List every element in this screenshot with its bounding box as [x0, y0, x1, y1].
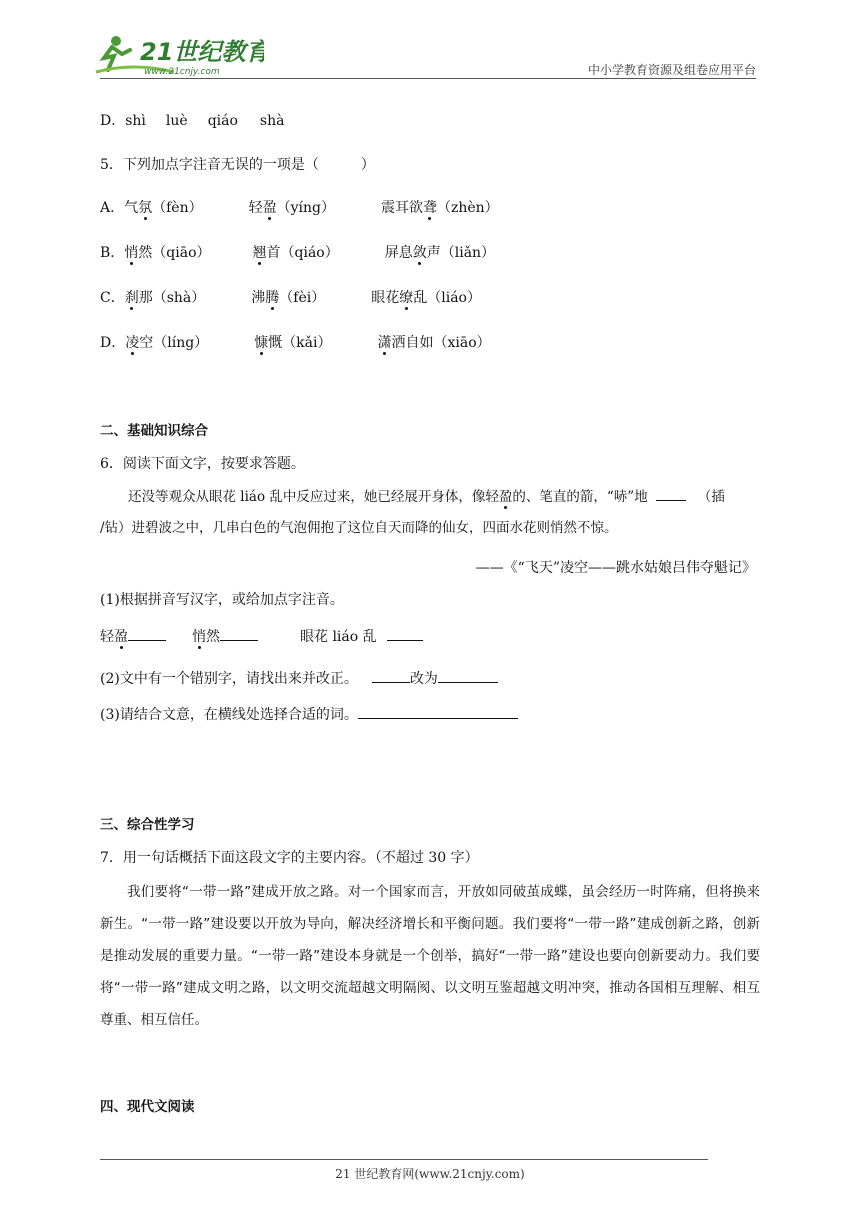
- q5-option-a: A．气氛（fèn） 轻盈（yíng） 震耳欲聋（zhèn）: [100, 200, 499, 216]
- q7-stem: 7．用一句话概括下面这段文字的主要内容。（不超过 30 字）: [100, 850, 479, 866]
- q6-sub1-blank-2[interactable]: [220, 626, 258, 641]
- q6-sub1: (1)根据拼音写汉字，或给加点字注音。: [100, 592, 344, 608]
- q6-sub3: (3)请结合文意，在横线处选择合适的词。: [100, 704, 518, 725]
- q6-sub1-items: 轻盈 悄然 眼花 liáo 乱: [100, 626, 423, 647]
- q6-answer-blank[interactable]: [656, 486, 686, 501]
- q6-sub3-blank[interactable]: [358, 704, 518, 719]
- header-platform-name: 中小学教育资源及组卷应用平台: [587, 63, 756, 77]
- q6-sub1-blank-3[interactable]: [387, 626, 423, 641]
- q6-sub2: (2)文中有一个错别字，请找出来并改正。 改为: [100, 668, 498, 689]
- logo-runner-icon: [94, 32, 264, 78]
- q6-passage-line-1: 还没等观众从眼花 liáo 乱中反应过来，她已经展开身体，像轻盈的、笔直的箭，“哧”地 （插: [128, 486, 725, 507]
- q5-stem: 5．下列加点字注音无误的一项是（ ）: [100, 157, 375, 173]
- q7-passage: 我们要将“一带一路”建成开放之路。对一个国家而言，开放如同破茧成蝶，虽会经历一时阵痛，但将换来新生。“一带一路”建设要以开放为导向，解决经济增长和平衡问题。我们要将“一带一路”建成创新之路，创新是推动发展的重要力量。“一带一路”建设本身就是一个创举，搞好“一带一路”建设也要向创新要动力。我们要将“一带一路”建成文明之路，以文明交流超越文明隔阂、以文明互鉴超越文明冲突，推动各国相互理解、相互尊重、相互信任。: [100, 884, 760, 1028]
- footer-divider: [100, 1159, 708, 1160]
- svg-text:21世纪教育: 21世纪教育: [140, 38, 264, 66]
- q6-passage-source: ——《“飞天”凌空——跳水姑娘吕伟夺魁记》: [475, 560, 756, 576]
- q6-sub2-blank-wrong[interactable]: [372, 668, 410, 683]
- section-4-title: 四、现代文阅读: [100, 1099, 195, 1115]
- q5-option-c: C．刹那（shà） 沸腾（fèi） 眼花缭乱（liáo）: [100, 290, 481, 306]
- q6-stem: 6．阅读下面文字，按要求答题。: [100, 456, 305, 472]
- q6-passage-line-2: /钻）进碧波之中，几串白色的气泡佣抱了这位自天而降的仙女，四面水花则悄然不惊。: [100, 520, 618, 536]
- q5-option-d: D．凌空（líng） 慷慨（kǎi） 潇洒自如（xiāo）: [100, 335, 491, 351]
- header-divider: [100, 78, 756, 79]
- q4-option-d: D．shì luè qiáo shà: [100, 113, 285, 129]
- q6-sub2-blank-correct[interactable]: [438, 668, 498, 683]
- section-2-title: 二、基础知识综合: [100, 423, 208, 439]
- q6-sub1-blank-1[interactable]: [128, 626, 166, 641]
- section-3-title: 三、综合性学习: [100, 817, 195, 833]
- site-logo[interactable]: [94, 32, 264, 78]
- footer-site-link[interactable]: 21 世纪教育网(www.21cnjy.com): [335, 1167, 525, 1181]
- q5-option-b: B．悄然（qiāo） 翘首（qiáo） 屏息敛声（liǎn）: [100, 245, 496, 261]
- svg-text:www.21cnjy.com: www.21cnjy.com: [144, 67, 220, 77]
